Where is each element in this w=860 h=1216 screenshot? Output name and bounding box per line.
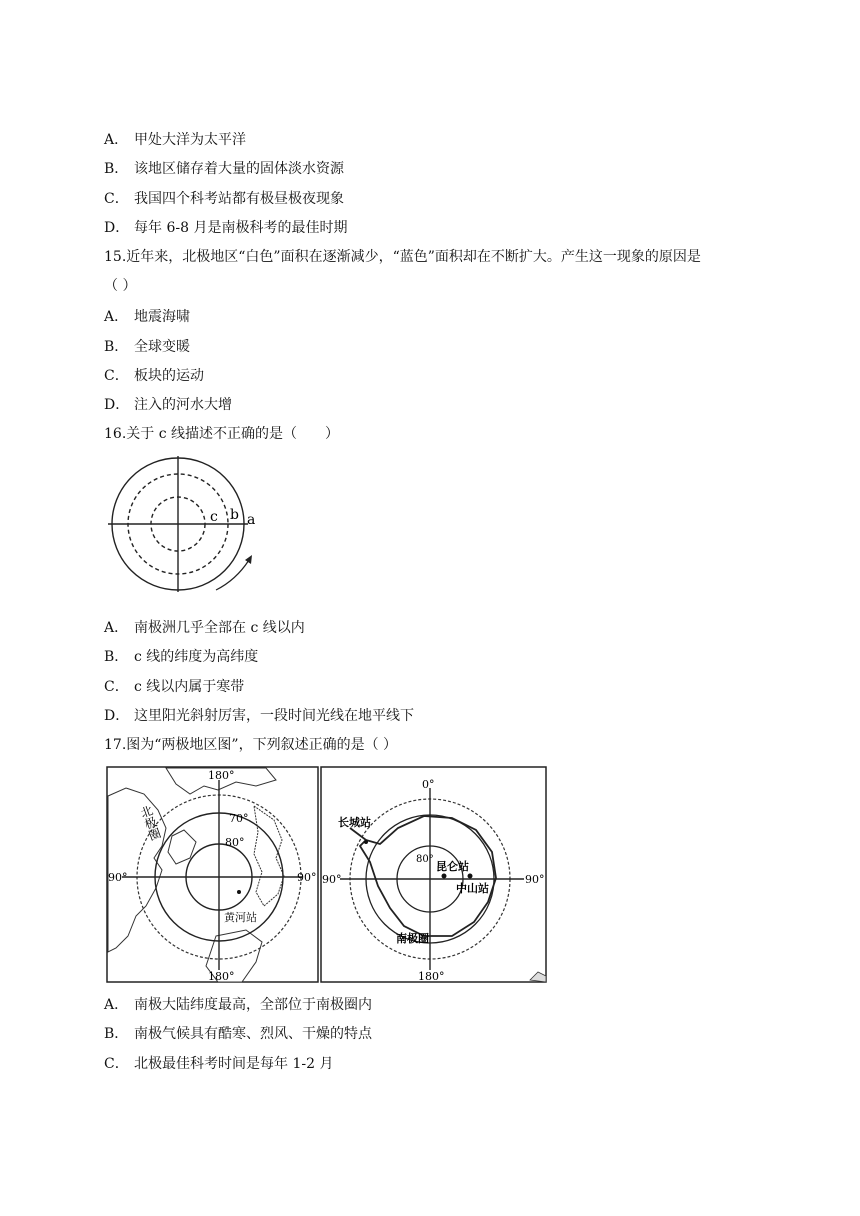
north-map-top-label: 180° [208,769,235,782]
q17-stem: 17.图为“两极地区图”，下列叙述正确的是（ ） [104,737,398,753]
q16-option-c: C． c 线以内属于寒带 [104,679,245,695]
north-map-right-label: 90° [297,871,317,884]
south-map-right-label: 90° [525,873,545,886]
rotation-arrowhead [245,555,252,564]
antarctic-circle-label: 南极圈 [396,932,429,945]
q16-stem: 16.关于 c 线描述不正确的是（ ） [104,426,340,442]
kunlun-station-dot [442,874,447,879]
north-polar-map [106,766,320,984]
label-b: b [230,507,239,523]
q14-option-c: C． 我国四个科考站都有极昼极夜现象 [104,191,344,207]
kunlun-station-label: 昆仑站 [436,860,469,873]
zhongshan-station-label: 中山站 [456,882,489,895]
q15-option-d: D． 注入的河水大增 [104,397,232,413]
zhongshan-station-dot [468,874,473,879]
label-a: a [247,512,256,528]
q16-option-a: A． 南极洲几乎全部在 c 线以内 [104,620,305,636]
huanghe-station-label: 黄河站 [224,911,257,924]
lat70-label: 70° [229,812,249,825]
south-map-bottom-label: 180° [418,970,445,983]
south-map-top-label: 0° [422,778,435,791]
label-c: c [210,509,218,525]
q16-circle-figure [104,454,264,604]
q14-option-b: B． 该地区储存着大量的固体淡水资源 [104,161,344,177]
q15-option-a: A． 地震海啸 [104,309,190,325]
lat80-label-south: 80° [416,854,434,865]
north-map-left-label: 90° [108,871,128,884]
q14-option-d: D． 每年 6-8 月是南极科考的最佳时期 [104,220,348,236]
q17-option-c: C． 北极最佳科考时间是每年 1-2 月 [104,1056,334,1072]
q16-option-b: B． c 线的纬度为高纬度 [104,649,259,665]
north-map-bottom-label: 180° [208,970,235,983]
south-map-left-label: 90° [322,873,342,886]
q15-stem-bracket: （ ） [104,278,137,294]
huanghe-station-dot [237,890,241,894]
q15-option-c: C． 板块的运动 [104,368,204,384]
q16-option-d: D． 这里阳光斜射厉害，一段时间光线在地平线下 [104,708,414,724]
q17-option-b: B． 南极气候具有酷寒、烈风、干燥的特点 [104,1026,372,1042]
q15-stem: 15.近年来，北极地区“白色”面积在逐渐减少，“蓝色”面积却在不断扩大。产生这一现象的原因是 [104,249,701,265]
changcheng-station-dot [364,840,368,844]
changcheng-station-label: 长城站 [338,816,371,829]
south-polar-map [320,766,548,984]
q15-option-b: B． 全球变暖 [104,339,190,355]
arctic-circle-label: 北极圈 [137,803,163,843]
lat80-label: 80° [225,836,245,849]
q17-option-a: A． 南极大陆纬度最高，全部位于南极圈内 [104,997,372,1013]
q14-option-a: A． 甲处大洋为太平洋 [104,132,246,148]
